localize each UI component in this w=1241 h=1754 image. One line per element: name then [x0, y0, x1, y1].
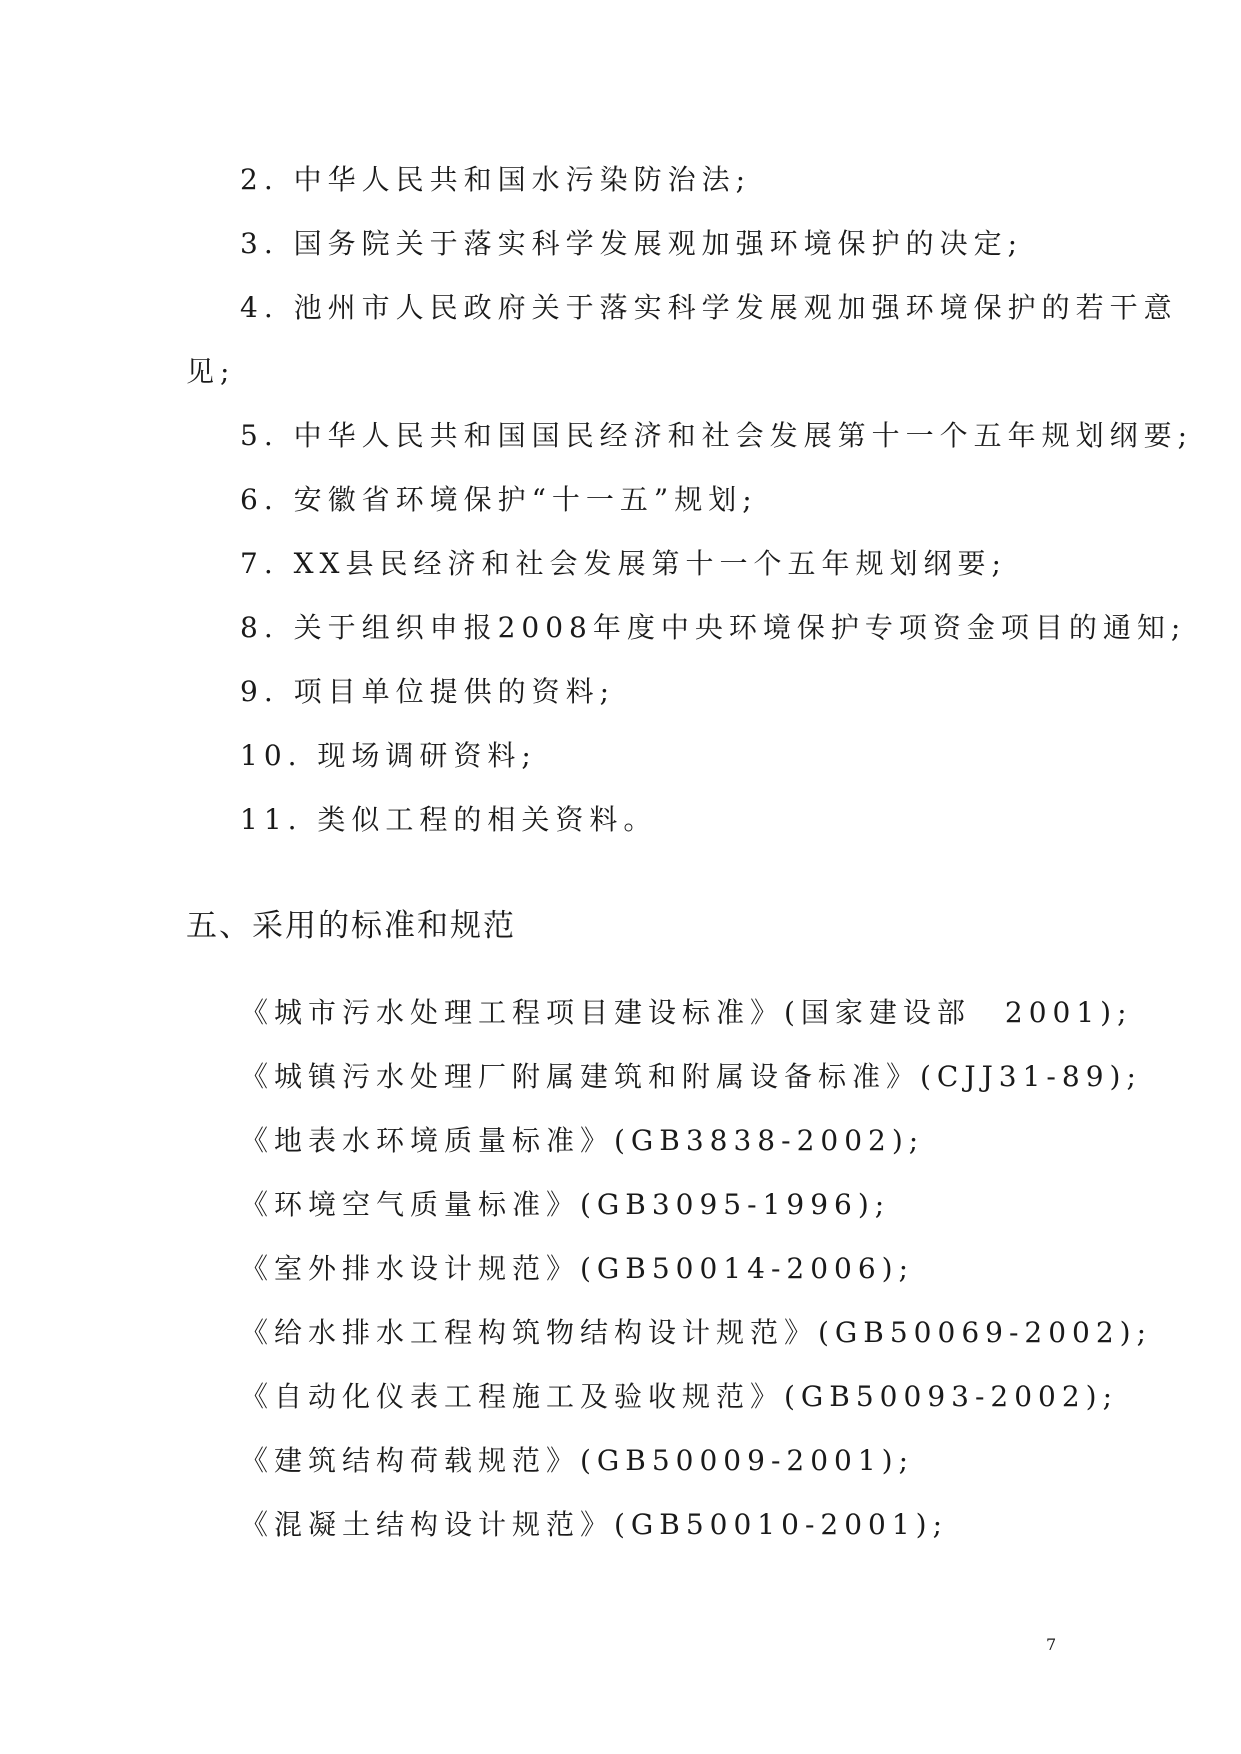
- basis-item-2: 2. 中华人民共和国水污染防治法;: [240, 163, 752, 196]
- standard-item: 《城市污水处理工程项目建设标准》(国家建设部 2001);: [240, 996, 1133, 1029]
- basis-item-4: 4. 池州市人民政府关于落实科学发展观加强环境保护的若干意: [240, 291, 1178, 324]
- basis-item-11: 11. 类似工程的相关资料。: [240, 803, 658, 836]
- basis-item-9: 9. 项目单位提供的资料;: [240, 675, 616, 708]
- standard-item: 《自动化仪表工程施工及验收规范》(GB50093-2002);: [240, 1380, 1119, 1413]
- standard-item: 《城镇污水处理厂附属建筑和附属设备标准》(CJJ31-89);: [240, 1060, 1142, 1093]
- standard-item: 《混凝土结构设计规范》(GB50010-2001);: [240, 1508, 949, 1541]
- basis-item-3: 3. 国务院关于落实科学发展观加强环境保护的决定;: [240, 227, 1024, 260]
- standard-item: 《地表水环境质量标准》(GB3838-2002);: [240, 1124, 925, 1157]
- basis-item-6: 6. 安徽省环境保护“十一五”规划;: [240, 483, 758, 516]
- basis-item-7: 7. XX县民经济和社会发展第十一个五年规划纲要;: [240, 547, 1007, 580]
- section-five-heading: 五、采用的标准和规范: [186, 908, 516, 944]
- standard-item: 《给水排水工程构筑物结构设计规范》(GB50069-2002);: [240, 1316, 1153, 1349]
- standard-item: 《环境空气质量标准》(GB3095-1996);: [240, 1188, 891, 1221]
- page-number: 7: [1046, 1635, 1057, 1654]
- basis-item-10: 10. 现场调研资料;: [240, 739, 537, 772]
- basis-item-8: 8. 关于组织申报2008年度中央环境保护专项资金项目的通知;: [240, 611, 1187, 644]
- basis-item-5: 5. 中华人民共和国国民经济和社会发展第十一个五年规划纲要;: [240, 419, 1194, 452]
- basis-item-4-continuation: 见;: [186, 355, 236, 388]
- standard-item: 《室外排水设计规范》(GB50014-2006);: [240, 1252, 915, 1285]
- standard-item: 《建筑结构荷载规范》(GB50009-2001);: [240, 1444, 915, 1477]
